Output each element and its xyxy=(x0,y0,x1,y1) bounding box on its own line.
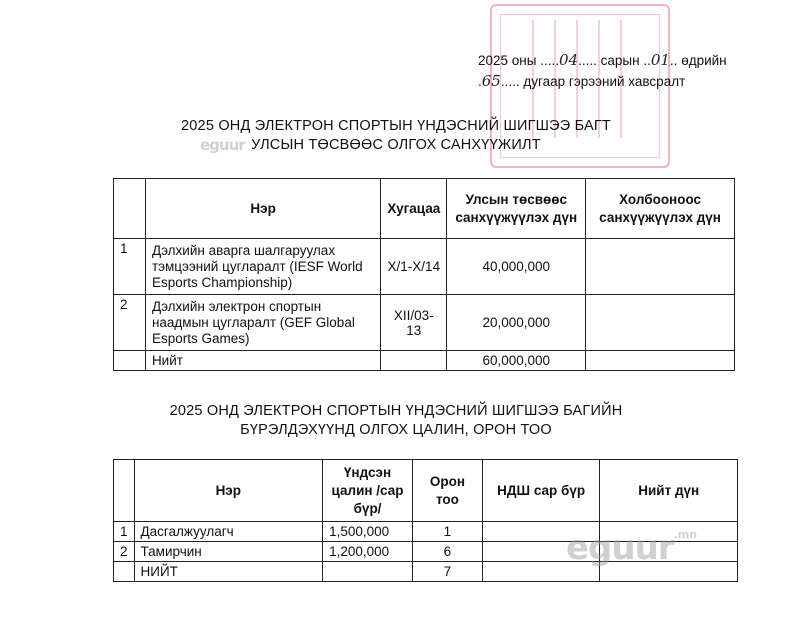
total-row: НИЙТ 7 xyxy=(114,562,738,582)
salary-table-header xyxy=(114,460,738,522)
funding-table-header xyxy=(114,179,735,239)
col-state-funding: Улсын төсвөөс санхүүжүүлэх дүн xyxy=(447,179,586,239)
col-base-salary: Үндсэн цалин /сар бүр/ xyxy=(323,460,413,522)
handwritten-month: 04 xyxy=(558,51,579,69)
table-row: 2 Дэлхийн электрон спортын наадмын цугларалт (GEF Global Esports Games) XII/03-13 20,000,000 xyxy=(114,295,735,351)
table-row: 1 Дэлхийн аварга шалгаруулах тэмцээний цугларалт (IESF World Esports Championship) X/1-X/14 40,000,000 xyxy=(114,239,735,295)
watermark-small: eguur xyxy=(200,136,245,154)
col-ndsh: НДШ сар бүр xyxy=(482,460,600,522)
table-row: 2 Тамирчин 1,200,000 6 xyxy=(114,542,738,562)
col-total: Нийт дүн xyxy=(600,460,738,522)
col-period: Хугацаа xyxy=(381,179,447,239)
total-row: Нийт 60,000,000 xyxy=(114,351,735,371)
table-row: 1 Дасгалжуулагч 1,500,000 1 xyxy=(114,522,738,542)
col-federation-funding: Холбооноос санхүүжүүлэх дүн xyxy=(586,179,735,239)
section1-title-line2: УЛСЫН ТӨСВӨӨС ОЛГОХ САНХҮҮЖИЛТ xyxy=(251,137,541,153)
handwritten-number: 65 xyxy=(481,72,501,90)
col-name: Нэр xyxy=(145,179,380,239)
appendix-date-line: 2025 оны .....04..... сарын ..01.. өдрийн xyxy=(478,51,727,69)
col-headcount: Орон тоо xyxy=(412,460,482,522)
section2-title-line2: БҮРЭЛДЭХҮҮНД ОЛГОХ ЦАЛИН, ОРОН ТОО xyxy=(240,422,552,438)
section1-title-line1: 2025 ОНД ЭЛЕКТРОН СПОРТЫН ҮНДЭСНИЙ ШИГШЭЭ БАГТ xyxy=(181,118,611,134)
appendix-number-line: .65..... дугаар гэрээний хавсралт xyxy=(478,72,686,90)
funding-table xyxy=(113,178,735,371)
watermark-large: eguur$^{.mn}$ xyxy=(566,528,698,568)
section2-title-line1: 2025 ОНД ЭЛЕКТРОН СПОРТЫН ҮНДЭСНИЙ ШИГШЭЭ БАГИЙН xyxy=(169,403,623,419)
col-name: Нэр xyxy=(134,460,323,522)
appendix-header xyxy=(478,50,727,92)
handwritten-day: 01 xyxy=(650,51,670,69)
